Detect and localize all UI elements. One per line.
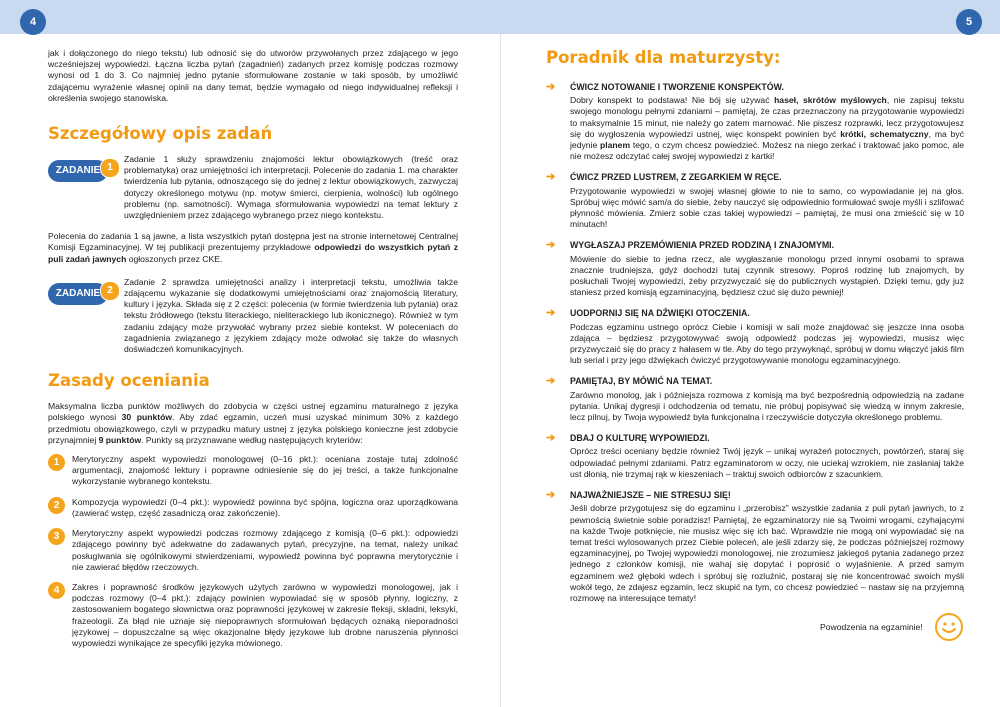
arrow-icon: ➔	[546, 375, 556, 388]
tip-text-bold: haseł, skrótów myślowych	[774, 95, 887, 106]
tip-text-part: Przygotowanie wypowiedzi w swojej własnej głowie to nie to samo, co wypowiadanie jej na głos. Spróbuj więc mówić sam/a do siebie, żeby nauczyć się odpowiednio formułować swoje myśli i szlifować płynność mówienia. Zmierz sobie czas takiej wypowiedzi – pamiętaj, że musi ona zmieścić się w 10 minutach!	[570, 185, 964, 230]
page-gutter	[500, 34, 501, 707]
tip-text	[570, 390, 964, 424]
tip-text-part: , ma być jedynie	[570, 128, 964, 151]
tip-text	[570, 95, 964, 162]
task-1-note-end: ogłoszonych przez CKE.	[126, 253, 223, 264]
task-badge	[48, 283, 113, 305]
task-1-note-text: Polecenia do zadania 1 są jawne, a lista wszystkich pytań dostępna jest na stronie internetowej Centralnej Komisji Egzaminacyjnej. W tej publikacji prezentujemy przykładowe	[48, 231, 458, 253]
guide-title: Poradnik dla maturzysty:	[546, 48, 781, 67]
tip-text-part: tego, o czym chcesz powiedzieć. Możesz na niego zerkać i traktować jako pomoc, ale nie możesz odczytać całej swojej wypowiedzi z kartki!	[570, 140, 964, 162]
tip-text-part: Oprócz treści oceniany będzie również Twój język – unikaj wyrażeń potocznych, powtórzeń, staraj się odpowiadać pełnymi zdaniami. Patrz egzaminatorom w oczy, nie uciekaj wzrokiem, nie zasłaniaj także ust dłonią, nie trzymaj rąk w kieszeniach – traktuj swoich odbiorców z szacunkiem.	[570, 446, 964, 479]
tip-item	[546, 433, 964, 480]
arrow-icon: ➔	[546, 239, 556, 252]
right-page	[546, 48, 964, 614]
intro-paragraph: jak i dołączonego do niego tekstu) lub odnosić się do utworów przywołanych przez zdającego w jego wcześniejszej wypowiedzi. Łączna liczba pytań (zagadnień) zadanych przez komisję podczas rozmowy wynosi od 1 do 3. Co najmniej jedno pytanie sformułowane zostanie w taki sposób, by umożliwić zdającemu wyrażenie własnej opinii na dany temat, będzie wymagało od niego indywidualnej refleksji i określenia swojego stanowiska.	[48, 48, 458, 103]
criterion-item	[48, 582, 458, 649]
tip-text-part: Mówienie do siebie to jedna rzecz, ale wygłaszanie monologu przed innymi osobami to sprawa znacznie trudniejsza, gdyż dochodzi tutaj czynnik stresowy. Poproś rodzinę lub znajomych, by posłuchali Twojej wypowiedzi, żeby przyzwyczaić się do publicznych wystąpień. Dzięki temu, gdy już staniesz przed komisją egzaminacyjną, będziesz czuć się dużo pewniej!	[570, 253, 964, 298]
scoring-text: Maksymalna liczba punktów możliwych do zdobycia w części ustnej egzaminu maturalnego z języka polskiego wynosi	[48, 401, 458, 423]
criterion-item	[48, 497, 458, 519]
task-1-note	[48, 231, 458, 265]
tip-item	[546, 308, 964, 366]
task-1-text: Zadanie 1 służy sprawdzeniu znajomości lektur obowiązkowych (treść oraz problematyka) oraz umiejętności ich interpretacji. Polecenie do zadania 1. ma charakter twierdzenia lub pytania, odnoszącego się do jednej z lektur obowiązkowych, zazwyczaj dotyczy określonego motywu (np. motyw śmierci, cierpienia, wolności) lub ogólnego problemu (np. samotności). Wymaga sformułowania wypowiedzi na temat lektury z uwzględnieniem przez zdającego wybranego przez niego kontekstu.	[124, 154, 458, 221]
tip-text-part: Dobry konspekt to podstawa! Nie bój się używać	[570, 95, 775, 106]
tip-title: ĆWICZ PRZED LUSTREM, Z ZEGARKIEM W RĘCE.	[570, 172, 782, 183]
tip-text-part: Zarówno monolog, jak i późniejsza rozmowa z komisją ma być bezpośrednią odpowiedzią na zadane pytania. Unikaj dygresji i odchodzenia od tematu, nie próbuj popisywać się wiedzą w innym zakresie, lecz pilnuj, by Twoja wypowiedź była funkcjonalna i rzeczywiście dotyczyła określonego problemu.	[570, 389, 964, 423]
page-number-left: 4	[20, 9, 46, 35]
criterion-number: 4	[48, 582, 65, 599]
scoring-paragraph	[48, 401, 458, 446]
criterion-text: Merytoryczny aspekt wypowiedzi monologowej (0–16 pkt.): oceniana zostaje tutaj zdolność argumentacji, znajomość lektury i poprawne odniesienie się do jej treści, a także funkcjonalne wykorzystanie wybranego kontekstu.	[72, 454, 458, 487]
criterion-text: Zakres i poprawność środków językowych użytych zarówno w wypowiedzi monologowej, jak i podczas rozmowy (0–4 pkt.): zdający powinien wypowiadać się w sposób płynny, logiczny, z zastosowaniem bogatego słownictwa oraz poprawności językowej w zakresie fleksji, składni, leksyki, frazeologii. Za błąd nie uznaje się niepoprawnych sformułowań będących oznaką nieporadności językowej – dopuszczalne są więc okazjonalne błędy językowe lub drobne naruszenia płynności wypowiedzi wynikające ze specyfiki języka mówionego.	[72, 581, 458, 648]
scoring-max-points: 30 punktów	[121, 412, 173, 423]
scoring-text: . Aby zdać egzamin, uczeń musi uzyskać minimum 30% z każdego przedmiotu obowiązkowego, czyli w przypadku matury ustnej z języka polskiego konieczne jest zdobycie przynajmniej	[48, 412, 458, 445]
left-page	[48, 48, 458, 658]
task-badge-label: ZADANIE	[55, 165, 101, 177]
tip-item	[546, 172, 964, 230]
task-badge-number: 2	[100, 281, 120, 301]
tip-text	[570, 446, 964, 480]
tip-item	[546, 490, 964, 604]
task-2	[48, 277, 458, 355]
tip-text-part: Podczas egzaminu ustnego oprócz Ciebie i komisji w sali może znajdować się jeszcze inna osoba zdająca – będziesz przygotowywać swoją odpowiedź podczas jej wypowiedzi, musisz więc przyzwyczaić się do pracy z hałasem w tle. Aby do tego przywyknąć, spróbuj w domu włączyć jakiś film lub serial i przy jego dźwiękach ćwiczyć przygotowywanie monologu egzaminacyjnego.	[570, 321, 964, 366]
task-1	[48, 154, 458, 221]
tip-title: WYGŁASZAJ PRZEMÓWIENIA PRZED RODZINĄ I ZNAJOMYMI.	[570, 240, 835, 251]
tip-item	[546, 82, 964, 162]
criterion-item	[48, 528, 458, 573]
tip-title: UODPORNIJ SIĘ NA DŹWIĘKI OTOCZENIA.	[570, 308, 750, 319]
tip-title: ĆWICZ NOTOWANIE I TWORZENIE KONSPEKTÓW.	[570, 82, 784, 92]
arrow-icon: ➔	[546, 432, 556, 445]
tip-title: DBAJ O KULTURĘ WYPOWIEDZI.	[570, 433, 710, 444]
tip-text-bold: krótki, schematyczny	[840, 128, 929, 139]
section-title-tasks: Szczegółowy opis zadań	[48, 124, 273, 144]
page-number-right: 5	[956, 9, 982, 35]
scoring-text: . Punkty są przyznawane według następujących kryteriów:	[141, 434, 363, 445]
criteria-list	[48, 454, 458, 649]
arrow-icon: ➔	[546, 489, 556, 502]
tip-title: NAJWAŻNIEJSZE – NIE STRESUJ SIĘ!	[570, 490, 731, 501]
arrow-icon: ➔	[546, 171, 556, 184]
closing-text: Powodzenia na egzaminie!	[820, 622, 923, 632]
tips-list	[546, 82, 964, 604]
criterion-number: 3	[48, 528, 65, 545]
scoring-min-points: 9 punktów	[98, 434, 142, 445]
section-title-scoring: Zasady oceniania	[48, 371, 210, 391]
tip-text	[570, 186, 964, 231]
criterion-number: 1	[48, 454, 65, 471]
tip-title: PAMIĘTAJ, BY MÓWIĆ NA TEMAT.	[570, 376, 713, 387]
task-2-text: Zadanie 2 sprawdza umiejętności analizy i interpretacji tekstu, umożliwia także zdającemu wykazanie się dodatkowymi umiejętnościami oraz znajomością literatury, kultury i języka. Składa się z 2 części: polecenia (w formie twierdzenia lub pytania) oraz tekstu źródłowego (tekstu literackiego, nieliterackiego lub ikonicznego). Również w tym zadaniu zdający może przywołać wybrany przez siebie kontekst. W poleceniach do zagadnienia związanego z językiem zdający może odwołać się także do własnych doświadczeń komunikacyjnych.	[124, 276, 458, 355]
task-badge-label: ZADANIE	[55, 288, 101, 300]
task-badge-number: 1	[100, 158, 120, 178]
tip-text-bold: planem	[600, 140, 631, 151]
criterion-text: Merytoryczny aspekt wypowiedzi podczas rozmowy zdającego z komisją (0–6 pkt.): odpowiedzi zdającego powinny być adekwatne do zadawanych pytań, precyzyjne, na temat, należy unikać posługiwania się ogólnikowymi stwierdzeniami, wypowiedź powinna być poprawna merytorycznie i nie zawierać błędów rzeczowych.	[72, 528, 458, 572]
arrow-icon: ➔	[546, 307, 556, 320]
tip-text-part: , nie zapisuj tekstu swojego monologu pełnymi zdaniami – pamiętaj, że czas przeznaczony na przygotowanie wypowiedzi to maksymalnie 15 minut, nie należy go zatem marnować. Nie piszesz rozprawki, lecz przygotowujesz się do wygłoszenia wypowiedzi ustnej, więc konspekt powinien być	[570, 95, 964, 139]
tip-text-part: Jeśli dobrze przygotujesz się do egzaminu i „przerobisz” wszystkie zadania z puli pytań jawnych, to z pewnością świetnie sobie poradzisz! Pamiętaj, że egzaminatorzy nie są Twoimi wrogami, czyhającymi na każde Twoje potknięcie, nie musisz więc się ich bać. Wprawdzie nie mogą oni wypowiadać się na temat treści wylosowanych przez Ciebie poleceń, ale jeśli zdarzy się, że podczas późniejszej rozmowy egzaminacyjnej, po Twojej wypowiedzi monologowej, nie zrozumiesz jakiegoś pytania zadanego przez jednego z członków komisji, nie wahaj się dopytać i poprosić o wyjaśnienie. A przed samym egzaminem weź głęboki wdech i spróbuj się rozluźnić, postaraj się nie koncentrować swoich myśli wokół tego, że zdajesz egzamin, lecz skupić na tym, co chcesz powiedzieć – nastaw się na przyjemną rozmowę na interesujące tematy!	[570, 503, 964, 603]
task-badge	[48, 160, 113, 182]
task-1-note-bold: odpowiedzi do wszystkich pytań z puli zadań jawnych	[48, 242, 458, 264]
tip-item	[546, 376, 964, 423]
tip-text	[570, 322, 964, 367]
criterion-text: Kompozycja wypowiedzi (0–4 pkt.): wypowiedź powinna być spójna, logiczna oraz uporządkowana (zawierać wstęp, część zasadniczą oraz zakończenie).	[72, 496, 458, 518]
criterion-item	[48, 454, 458, 488]
criterion-number: 2	[48, 497, 65, 514]
arrow-icon: ➔	[546, 81, 556, 93]
smiley-icon	[934, 612, 964, 642]
tip-item	[546, 240, 964, 298]
tip-text	[570, 503, 964, 604]
top-band	[0, 0, 1000, 34]
tip-text	[570, 254, 964, 299]
